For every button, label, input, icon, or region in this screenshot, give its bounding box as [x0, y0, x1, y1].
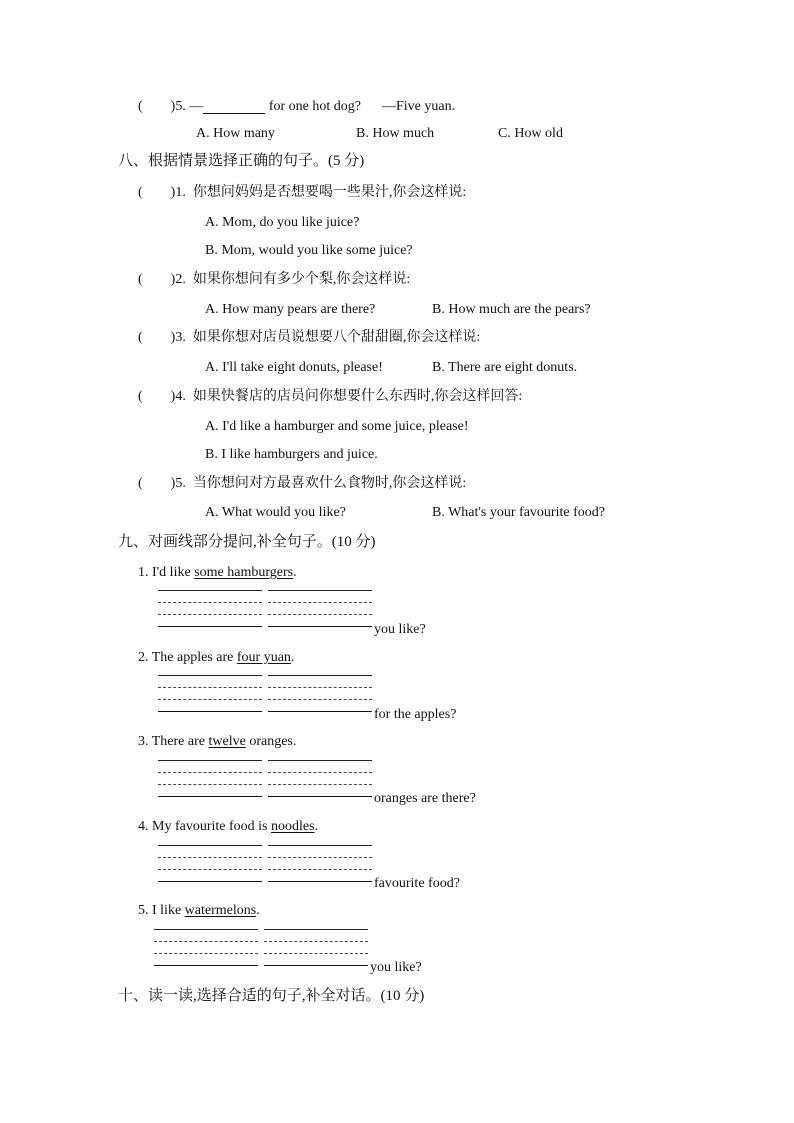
- s8-item-2-option-a: A. How many pears are there?: [205, 302, 376, 317]
- s9-item-2-writing-lines[interactable]: [158, 675, 372, 715]
- s9-item-2-tail: for the apples?: [374, 707, 457, 722]
- s9-item-4-sentence: 4. My favourite food is noodles.: [138, 819, 319, 834]
- s8-item-1-option-b: B. Mom, would you like some juice?: [205, 243, 413, 258]
- s8-item-3-option-b: B. There are eight donuts.: [432, 360, 578, 375]
- underlined-part: watermelons: [184, 903, 257, 918]
- s9-item-5-sentence: 5. I like watermelons.: [138, 903, 260, 918]
- q7-5-option-a: A. How many: [196, 126, 275, 141]
- s9-item-3-tail: oranges are there?: [374, 791, 476, 806]
- s8-item-5-option-a: A. What would you like?: [205, 505, 346, 520]
- s9-item-3-sentence: 3. There are twelve oranges.: [138, 734, 297, 749]
- s9-item-5-tail: you like?: [370, 960, 422, 975]
- q7-5-option-b: B. How much: [356, 126, 435, 141]
- s9-item-1-sentence: 1. I'd like some hamburgers.: [138, 565, 297, 580]
- underlined-part: twelve: [208, 734, 246, 749]
- answer-text: —Five yuan.: [382, 99, 456, 114]
- s8-item-5-option-b: B. What's your favourite food?: [432, 505, 605, 520]
- s8-item-3: ( )3. 如果你想对店员说想要八个甜甜圈,你会这样说:: [138, 330, 481, 345]
- answer-paren-open: (: [138, 99, 143, 114]
- s8-item-1: ( )1. 你想问妈妈是否想要喝一些果汁,你会这样说:: [138, 185, 467, 200]
- section-10-title: 十、读一读,选择合适的句子,补全对话。(10 分): [118, 988, 425, 1004]
- s8-item-2: ( )2. 如果你想问有多少个梨,你会这样说:: [138, 272, 411, 287]
- s8-item-4-option-b: B. I like hamburgers and juice.: [205, 447, 378, 462]
- s8-item-4: ( )4. 如果快餐店的店员问你想要什么东西时,你会这样回答:: [138, 389, 523, 404]
- section-9-title: 九、对画线部分提问,补全句子。(10 分): [118, 534, 376, 550]
- item-prompt: 当你想问对方最喜欢什么食物时,你会这样说:: [192, 476, 467, 491]
- section-8-title: 八、根据情景选择正确的句子。(5 分): [118, 153, 365, 169]
- s9-item-4-writing-lines[interactable]: [158, 845, 372, 885]
- underlined-part: noodles: [270, 819, 315, 834]
- item-prompt: 你想问妈妈是否想要喝一些果汁,你会这样说:: [192, 185, 467, 200]
- s9-item-4-tail: favourite food?: [374, 876, 460, 891]
- s9-item-5-writing-lines[interactable]: [154, 929, 368, 969]
- s8-item-1-option-a: A. Mom, do you like juice?: [205, 215, 360, 230]
- item-prompt: 如果你想对店员说想要八个甜甜圈,你会这样说:: [192, 330, 481, 345]
- item-prompt: 如果你想问有多少个梨,你会这样说:: [192, 272, 411, 287]
- answer-blank[interactable]: [203, 99, 265, 114]
- q7-5-question: [138, 99, 455, 114]
- s8-item-2-option-b: B. How much are the pears?: [432, 302, 591, 317]
- s9-item-1-tail: you like?: [374, 622, 426, 637]
- q7-5-option-c: C. How old: [498, 126, 563, 141]
- question-text: for one hot dog?: [268, 99, 361, 114]
- question-number: )5. —: [170, 99, 204, 114]
- item-prompt: 如果快餐店的店员问你想要什么东西时,你会这样回答:: [192, 389, 523, 404]
- underlined-part: four yuan: [236, 650, 291, 665]
- s8-item-4-option-a: A. I'd like a hamburger and some juice, please!: [205, 419, 469, 434]
- s8-item-5: ( )5. 当你想问对方最喜欢什么食物时,你会这样说:: [138, 476, 467, 491]
- s9-item-2-sentence: 2. The apples are four yuan.: [138, 650, 295, 665]
- s9-item-3-writing-lines[interactable]: [158, 760, 372, 800]
- underlined-part: some hamburgers: [194, 565, 294, 580]
- s8-item-3-option-a: A. I'll take eight donuts, please!: [205, 360, 383, 375]
- s9-item-1-writing-lines[interactable]: [158, 590, 372, 630]
